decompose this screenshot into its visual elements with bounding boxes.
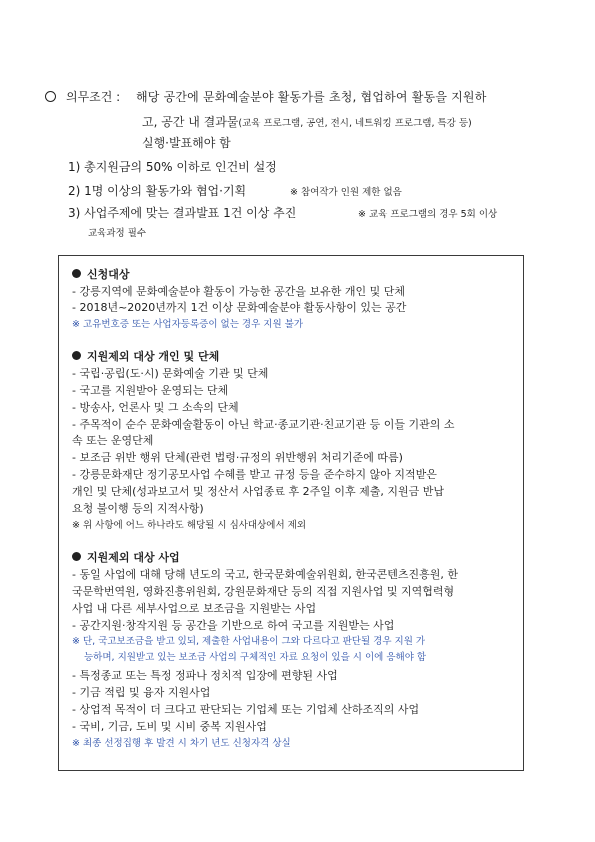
eligibility-heading <box>72 266 130 282</box>
excluded-projects-note-1a: ※ 단, 국고보조금을 받고 있되, 제출한 사업내용이 그와 다르다고 판단될 경우 지원 가 <box>72 636 426 647</box>
excluded-orgs-line: - 국립·공립(도·시) 문화예술 기관 및 단체 <box>72 367 269 380</box>
excluded-projects-line: - 공간지원·창작지원 등 공간을 기반으로 하여 국고를 지원받는 사업 <box>72 619 395 632</box>
excluded-orgs-note: ※ 위 사항에 어느 하나라도 해당될 시 심사대상에서 제외 <box>72 520 307 531</box>
bullet-dot-icon <box>72 351 81 360</box>
obligation-line3: 실행·발표해야 함 <box>142 136 231 150</box>
excluded-projects-line: 국문학번역원, 영화진흥위원회, 강원문화재단 등의 직접 지원사업 및 지역협력형 <box>72 585 455 598</box>
excluded-projects-line: - 동일 사업에 대해 당해 년도의 국고, 한국문화예술위원회, 한국콘텐츠진흥원, 한 <box>72 568 458 581</box>
excluded-orgs-line: 속 또는 운영단체 <box>72 434 154 447</box>
excluded-orgs-line: - 주목적이 순수 문화예술활동이 아닌 학교·종교기관·친교기관 등 이들 기관의 소 <box>72 418 455 431</box>
excluded-projects-line: - 기금 적립 및 융자 지원사업 <box>72 686 211 699</box>
bullet-dot-icon <box>72 552 81 561</box>
obligation-item-3-note2: 교육과정 필수 <box>88 228 147 239</box>
obligation-line2-main: 고, 공간 내 결과물 <box>142 115 239 129</box>
obligation-item-1: 1) 총지원금의 50% 이하로 인건비 설정 <box>68 160 277 174</box>
bullet-dot-icon <box>72 269 81 278</box>
excluded-orgs-line: - 강릉문화재단 정기공모사업 수혜를 받고 규정 등을 준수하지 않아 지적받은 <box>72 468 437 481</box>
excluded-projects-line: - 특정종교 또는 특정 정파나 정치적 입장에 편향된 사업 <box>72 669 338 682</box>
obligation-item-2-note: ※ 참여작가 인원 제한 없음 <box>290 187 402 198</box>
excluded-projects-heading <box>72 549 180 565</box>
excluded-orgs-line: - 방송사, 언론사 및 그 소속의 단체 <box>72 401 239 414</box>
circle-bullet-icon <box>45 91 56 102</box>
excluded-projects-line: - 국비, 기금, 도비 및 시비 중복 지원사업 <box>72 720 267 733</box>
obligation-label: 의무조건 : <box>66 90 121 104</box>
obligation-item-3: 3) 사업주제에 맞는 결과발표 1건 이상 추진 <box>68 206 297 220</box>
excluded-projects-line: - 상업적 목적이 더 크다고 판단되는 기업체 또는 기업체 산하조직의 사업 <box>72 703 420 716</box>
eligibility-title: 신청대상 <box>87 268 130 281</box>
excluded-projects-note-2: ※ 최종 선정집행 후 발견 시 차기 년도 신청자격 상실 <box>72 738 291 749</box>
obligation-item-3-note: ※ 교육 프로그램의 경우 5회 이상 <box>358 209 498 220</box>
excluded-projects-line: 사업 내 다른 세부사업으로 보조금을 지원받는 사업 <box>72 602 317 615</box>
excluded-orgs-line: 요청 불이행 등의 지적사항) <box>72 502 204 515</box>
excluded-orgs-line: - 보조금 위반 행위 단체(관련 법령·규정의 위반행위 처리기준에 따름) <box>72 451 403 464</box>
eligibility-note: ※ 고유번호증 또는 사업자등록증이 없는 경우 지원 불가 <box>72 319 303 330</box>
excluded-projects-note-1b: 능하며, 지원받고 있는 보조금 사업의 구체적인 자료 요청이 있을 시 이에 응해야 함 <box>84 652 427 663</box>
excluded-orgs-line: - 국고를 지원받아 운영되는 단체 <box>72 384 229 397</box>
obligation-line2-paren: (교육 프로그램, 공연, 전시, 네트워킹 프로그램, 특강 등) <box>238 118 472 129</box>
eligibility-line-1: - 강릉지역에 문화예술분야 활동이 가능한 공간을 보유한 개인 및 단체 <box>72 285 405 298</box>
obligation-line1: 해당 공간에 문화예술분야 활동가를 초청, 협업하여 활동을 지원하 <box>136 90 487 104</box>
excluded-projects-title: 지원제외 대상 사업 <box>87 551 180 564</box>
obligation-item-2: 2) 1명 이상의 활동가와 협업·기획 <box>68 184 247 198</box>
eligibility-line-2: - 2018년~2020년까지 1건 이상 문화예술분야 활동사항이 있는 공간 <box>72 301 407 314</box>
excluded-orgs-heading <box>72 348 219 364</box>
excluded-orgs-line: 개인 및 단체(성과보고서 및 정산서 사업종료 후 2주일 이후 제출, 지원금 반납 <box>72 485 445 498</box>
obligation-line2 <box>142 111 472 130</box>
excluded-orgs-title: 지원제외 대상 개인 및 단체 <box>87 350 220 363</box>
